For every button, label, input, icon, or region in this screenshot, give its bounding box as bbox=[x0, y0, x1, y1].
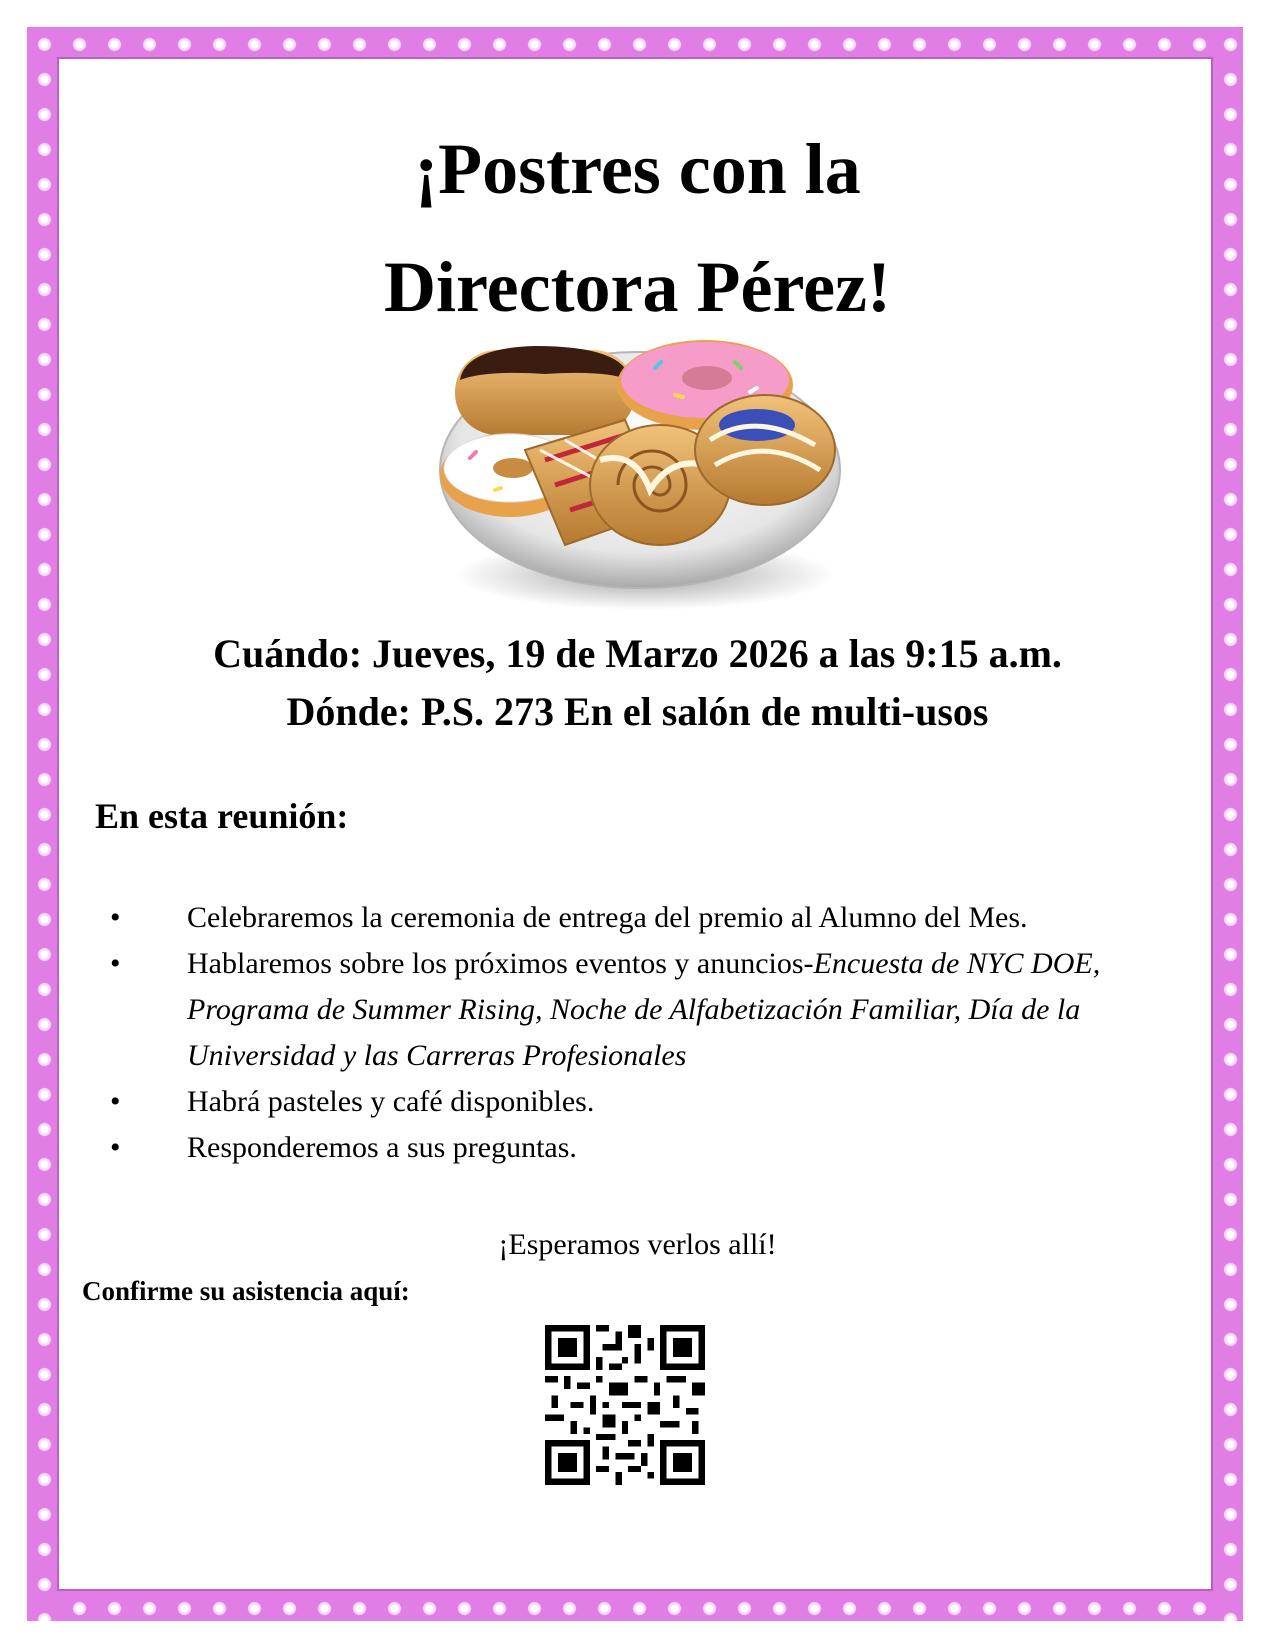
list-item-text: Habrá pasteles y café disponibles. bbox=[187, 1085, 595, 1118]
list-item-text: Hablaremos sobre los próximos eventos y anuncios- bbox=[187, 947, 814, 980]
section-heading: En esta reunión: bbox=[95, 796, 349, 836]
bullet-icon: • bbox=[110, 947, 121, 980]
flyer-title bbox=[0, 110, 1275, 346]
list-item bbox=[95, 895, 1185, 941]
event-details bbox=[0, 625, 1275, 741]
bullet-icon: • bbox=[110, 1085, 121, 1118]
closing-message: ¡Esperamos verlos allí! bbox=[498, 1228, 777, 1261]
bullet-icon: • bbox=[110, 901, 121, 934]
bullet-icon: • bbox=[110, 1131, 121, 1164]
border-top bbox=[27, 27, 1243, 57]
list-item bbox=[95, 1125, 1185, 1171]
rsvp-label: Confirme su asistencia aquí: bbox=[82, 1276, 410, 1306]
list-item-text: Responderemos a sus preguntas. bbox=[187, 1131, 577, 1164]
list-item-text: Celebraremos la ceremonia de entrega del premio al Alumno del Mes. bbox=[187, 901, 1028, 934]
list-item bbox=[95, 941, 1185, 1079]
event-where: Dónde: P.S. 273 En el salón de multi-usos bbox=[286, 689, 989, 734]
agenda-list bbox=[95, 895, 1185, 1171]
event-when: Cuándo: Jueves, 19 de Marzo 2026 a las 9:15 a.m. bbox=[213, 631, 1062, 676]
list-item-italic-text: Encuesta de NYC DOE, Programa de Summer Rising, Noche de Alfabetización Familiar, Día de la Universidad y las Carreras Profesionales bbox=[187, 947, 1101, 1072]
title-line-2: Directora Pérez! bbox=[384, 247, 891, 327]
qr-code-icon[interactable] bbox=[545, 1325, 705, 1485]
border-bottom bbox=[27, 1591, 1243, 1621]
list-item bbox=[95, 1079, 1185, 1125]
dessert-plate-image bbox=[435, 340, 855, 610]
title-line-1: ¡Postres con la bbox=[414, 129, 861, 209]
